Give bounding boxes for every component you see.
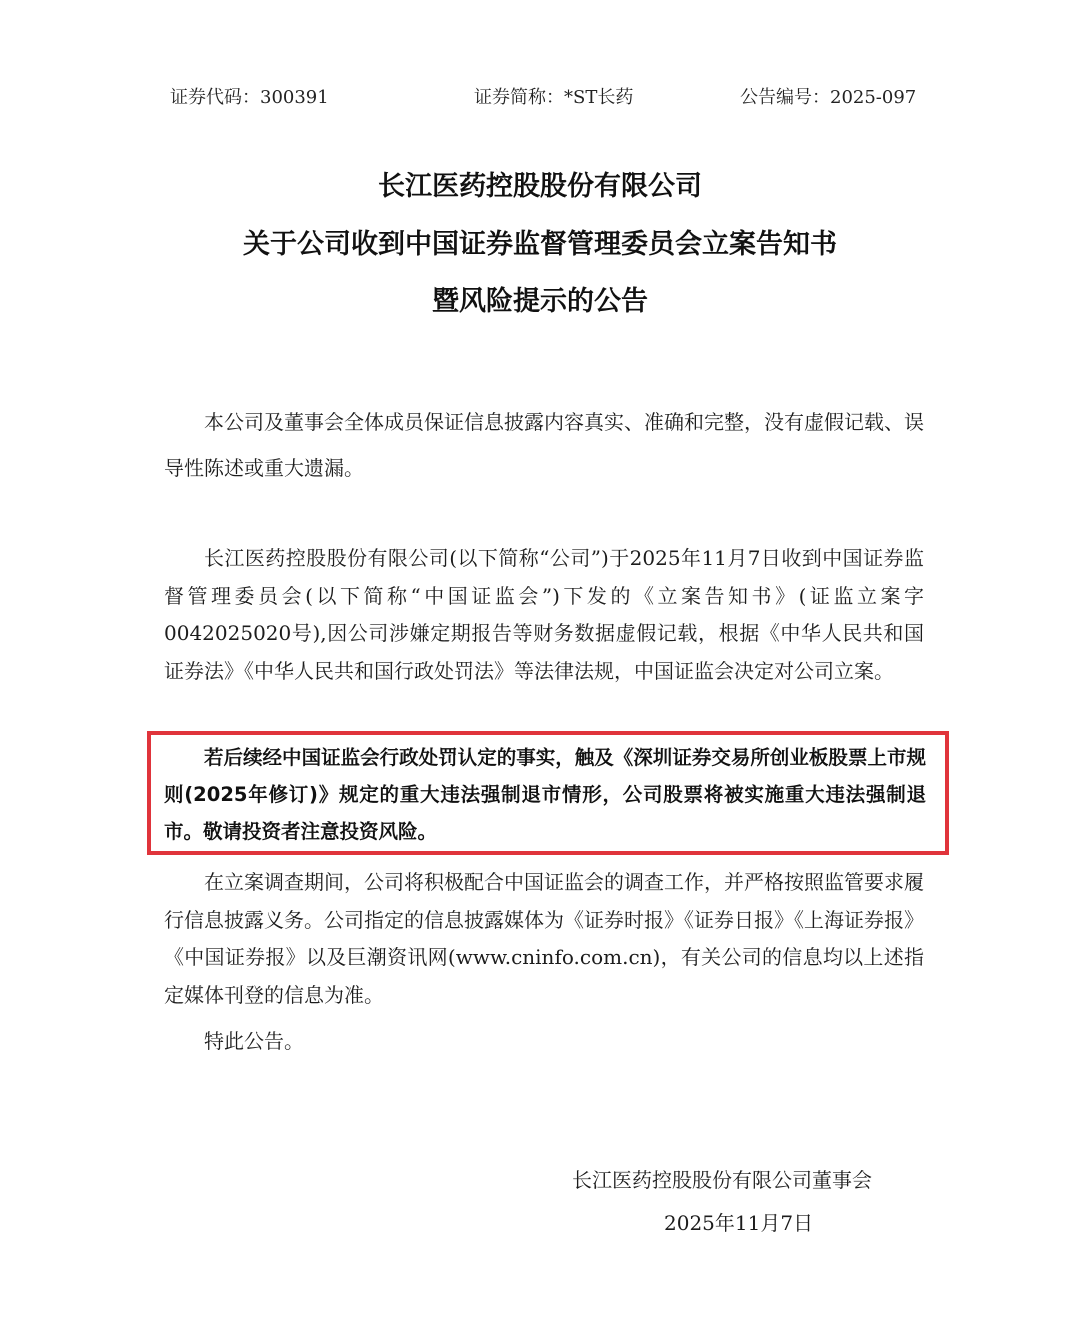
company-title: 长江医药控股股份有限公司 [378,171,702,202]
case-filing-paragraph: 长江医药控股股份有限公司(以下简称“公司”)于2025年11月7日收到中国证券监督管理委员会(以下简称“中国证监会”)下发的《立案告知书》(证监立案字0042025020号),因公司涉嫌定期报告等财务数据虚假记载，根据《中华人民共和国证券法》《中华人民共和国行政处罚法》等法律法规，中国证监会决定对公司立案。 [164,546,924,683]
disclaimer-paragraph: 本公司及董事会全体成员保证信息披露内容真实、准确和完整，没有虚假记载、误导性陈述或重大遗漏。 [164,410,924,480]
signature-board: 长江医药控股股份有限公司董事会 [572,1168,872,1192]
announcement-subtitle: 暨风险提示的公告 [432,286,648,317]
announcement-title: 关于公司收到中国证券监督管理委员会立案告知书 [243,229,837,260]
signature-date: 2025年11月7日 [664,1211,814,1235]
disclosure-paragraph: 在立案调查期间，公司将积极配合中国证监会的调查工作，并严格按照监管要求履行信息披露义务。公司指定的信息披露媒体为《证券时报》《证券日报》《上海证券报》《中国证券报》以及巨潮资讯网(www.cninfo.com.cn)，有关公司的信息均以上述指定媒体刊登的信息为准。 [164,870,924,1007]
stock-abbreviation: 证券简称：*ST长药 [474,87,634,108]
closing-statement: 特此公告。 [204,1029,304,1053]
stock-code: 证券代码：300391 [170,87,329,108]
announcement-number: 公告编号：2025-097 [740,87,917,108]
delisting-risk-paragraph: 若后续经中国证监会行政处罚认定的事实，触及《深圳证券交易所创业板股票上市规则(2025年修订)》规定的重大违法强制退市情形，公司股票将被实施重大违法强制退市。敬请投资者注意投资风险。 [164,746,926,843]
